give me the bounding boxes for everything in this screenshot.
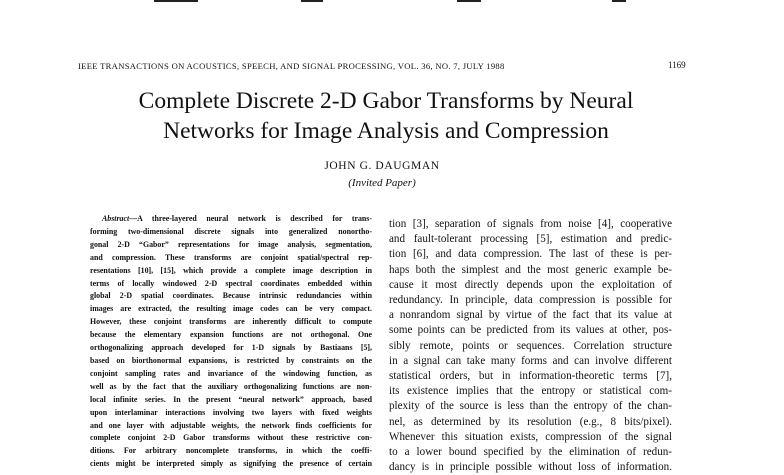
body-line: cause it most directly depends upon the exploitation of (389, 278, 672, 291)
abstract-line: Abstract—A three-layered neural network is described for trans- (102, 214, 372, 223)
body-line: Whenever this situation exists, compression of the signal (389, 430, 672, 443)
body-line: in a signal can take many forms and can involve different (389, 354, 672, 367)
body-line: redundancy. In principle, data compression is possible for (389, 294, 672, 307)
body-line: plexity of the source is less than the entropy of the chan- (389, 400, 672, 413)
body-line: a nonrandom signal by virtue of the fact that its value at (389, 309, 672, 322)
running-head: IEEE TRANSACTIONS ON ACOUSTICS, SPEECH, AND SIGNAL PROCESSING, VOL. 36, NO. 7, JULY 1988 (78, 61, 505, 71)
abstract-line: global 2-D spatial coordinates. Because intrinsic redundancies within (90, 291, 372, 301)
body-line: and fault-tolerant processing [5], estimation and predic- (389, 233, 672, 246)
body-line: its existence implies that the entropy or statistical com- (389, 385, 672, 398)
paper-title (60, 86, 712, 146)
abstract-line: complete conjoint 2-D Gabor transforms without these restrictive con- (90, 433, 372, 443)
abstract-label: Abstract (102, 214, 130, 223)
edge-mark (612, 0, 626, 2)
abstract-line: local infinite series. In the present “neural network” approach, based (90, 394, 372, 404)
abstract-line: well as by the fact that the auxiliary orthogonalizing functions are non- (90, 381, 372, 391)
body-line: sibly remote, points or sequences. Correlation structure (389, 339, 672, 352)
author-name: JOHN G. DAUGMAN (324, 160, 440, 172)
body-line: tion [6], and data compression. The last of these is per- (389, 248, 672, 261)
author-role: (Invited Paper) (348, 177, 416, 189)
abstract-line: images are extracted, the resulting image codes can be very compact. (90, 304, 372, 314)
title-line: Complete Discrete 2-D Gabor Transforms by Neural (138, 88, 634, 114)
body-line: some points can be predicted from its values at other, pos- (389, 324, 672, 337)
body-line: tion [3], separation of signals from noise [4], cooperative (389, 218, 672, 230)
abstract-line: gonal 2-D “Gabor” representations for image analysis, segmentation, (90, 239, 372, 249)
abstract-line: ditions. For arbitrary noncomplete transforms, in which the coeffi- (90, 446, 372, 456)
body-line: statistical orders, but in information-theoretic terms [7], (389, 370, 672, 383)
abstract-line: cients might be interpreted simply as signifying the presence of certain (90, 459, 372, 469)
abstract-line: because the elementary expansion functions are not orthogonal. One (90, 330, 372, 340)
body-line: haps both the simplest and the most generic example be- (389, 263, 672, 276)
body-line: to a lower bound specified by the elimination of redun- (389, 446, 672, 459)
abstract-line: resentations [10], [15], which provide a complete image description in (90, 265, 372, 275)
abstract-line: terms of locally windowed 2-D spectral coordinates embedded within (90, 278, 372, 288)
body-line: dancy is in principle possible without loss of information. (389, 461, 672, 474)
abstract-line: orthogonalizing approach developed for 1-D signals by Bastiaans [5], (90, 343, 372, 353)
title-line: Networks for Image Analysis and Compression (163, 118, 609, 144)
abstract-line: conjoint sampling rates and invariance of the windowing function, as (90, 368, 372, 378)
page-number: 1169 (668, 60, 686, 70)
edge-mark (301, 0, 323, 2)
abstract-line: based on biorthonormal expansions, is restricted by constraints on the (90, 355, 372, 365)
edge-mark (457, 0, 481, 2)
abstract-line: However, these conjoint transforms are inherently difficult to compute (90, 317, 372, 327)
abstract-line: and one layer with adjustable weights, the network finds coefficients for (90, 420, 372, 430)
top-edge-marks (0, 0, 784, 8)
edge-mark (154, 0, 198, 2)
abstract-line: and compression. These transforms are conjoint spatial/spectral rep- (90, 252, 372, 262)
body-line: nel, as determined by its resolution (e.g., 8 bits/pixel). (389, 415, 672, 428)
body-text-column (389, 217, 672, 475)
abstract (90, 213, 372, 471)
abstract-line: upon interlaminar interactions involving two layers with fixed weights (90, 407, 372, 417)
abstract-line: forming two-dimensional discrete signals into generalized nonortho- (90, 226, 372, 236)
